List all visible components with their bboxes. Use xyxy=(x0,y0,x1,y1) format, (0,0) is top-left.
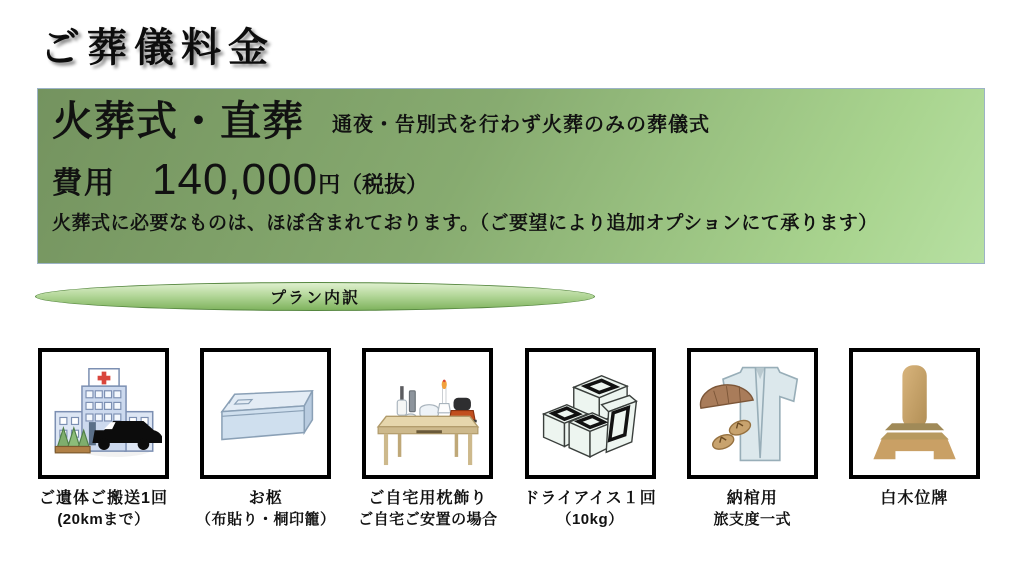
plan-item-memorial-tablet xyxy=(849,348,980,530)
plan-item-label-line1: 白木位牌 xyxy=(880,490,949,507)
plan-item-label-line2: （布貼り・桐印籠） xyxy=(195,510,336,528)
plan-item-label-line1: ご遺体ご搬送1回 xyxy=(39,490,168,507)
memorial-tablet-icon xyxy=(856,356,972,472)
page-title: ご葬儀料金 xyxy=(40,25,275,70)
plan-breakdown-ellipse xyxy=(35,282,595,311)
plan-item-label-line1: ドライアイス１回 xyxy=(523,490,657,507)
coffin-icon xyxy=(208,356,324,472)
plan-item-icon-box xyxy=(38,348,169,479)
plan-item-label-line2: 旅支度一式 xyxy=(713,510,791,528)
plan-item-pillow-altar xyxy=(358,348,498,530)
plan-item-icon-box xyxy=(362,348,493,479)
dry-ice-icon xyxy=(532,356,648,472)
plan-item-label-line2: ご自宅ご安置の場合 xyxy=(358,510,498,528)
plan-item-label-line1: お柩 xyxy=(248,490,283,507)
burial-outfit-icon xyxy=(694,356,810,472)
plan-headline-row xyxy=(52,99,970,144)
plan-item-label-line1: ご自宅用枕飾り xyxy=(368,490,488,507)
plan-note: 火葬式に必要なものは、ほぼ含まれております。（ご要望により追加オプションにて承ります） xyxy=(52,213,878,235)
plan-item-icon-box xyxy=(525,348,656,479)
plan-name: 火葬式・直葬 xyxy=(52,98,304,144)
plan-item-label xyxy=(39,488,168,530)
plan-item-label xyxy=(713,488,791,530)
plan-item-label-line1: 納棺用 xyxy=(726,490,778,507)
plan-item-transport xyxy=(38,348,169,530)
plan-item-label-line2: (20kmまで） xyxy=(57,510,150,528)
hospital-hearse-icon xyxy=(46,356,162,472)
plan-description: 通夜・告別式を行わず火葬のみの葬儀式 xyxy=(332,114,710,137)
plan-items-row xyxy=(38,348,980,530)
plan-item-burial-outfit xyxy=(687,348,818,530)
plan-item-label xyxy=(880,488,948,510)
plan-item-icon-box xyxy=(687,348,818,479)
pillow-altar-icon xyxy=(370,356,486,472)
price-label: 費用 xyxy=(52,167,116,201)
price-unit: 円（税抜） xyxy=(318,172,429,198)
plan-item-label xyxy=(358,488,498,530)
plan-breakdown-label: プラン内訳 xyxy=(269,290,360,307)
plan-item-icon-box xyxy=(849,348,980,479)
plan-item-icon-box xyxy=(200,348,331,479)
plan-price-row xyxy=(52,155,970,205)
plan-item-dry-ice xyxy=(525,348,656,530)
plan-banner xyxy=(37,88,985,264)
plan-item-label-line2: （10kg） xyxy=(556,510,624,528)
plan-item-label xyxy=(196,488,336,530)
price-value: 140,000 xyxy=(152,155,319,205)
plan-item-coffin xyxy=(195,348,336,530)
plan-item-label xyxy=(523,488,656,530)
